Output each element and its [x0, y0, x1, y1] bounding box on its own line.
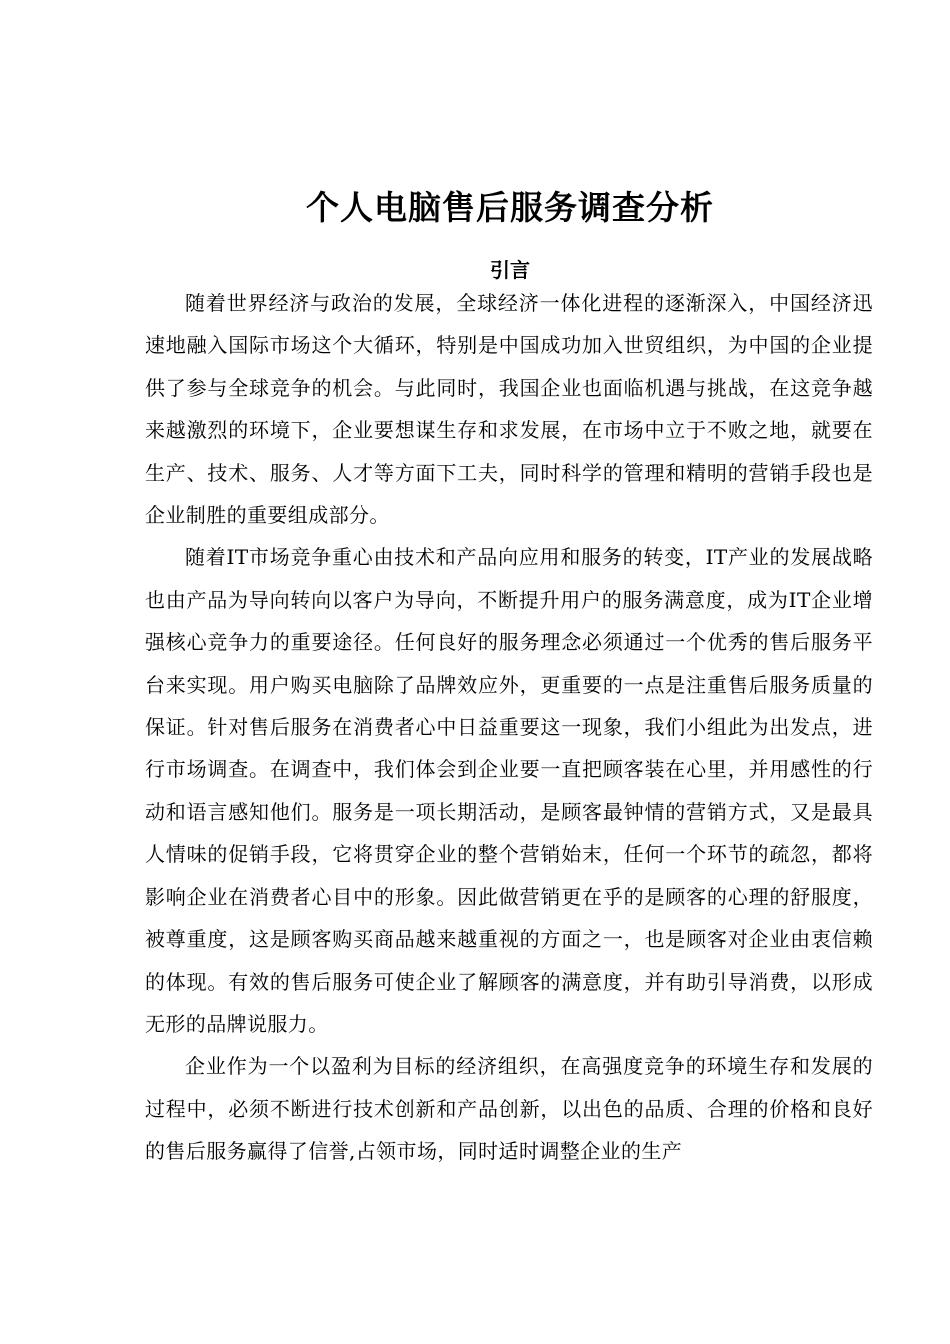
paragraph: 随着IT市场竞争重心由技术和产品向应用和服务的转变，IT产业的发展战略也由产品为导向转向以客户为导向，不断提升用户的服务满意度，成为IT企业增强核心竞争力的重要途径。任何良好的服务理念必须通过一个优秀的售后服务平台来实现。用户购买电脑除了品牌效应外，更重要的一点是注重售后服务质量的保证。针对售后服务在消费者心中日益重要这一现象，我们小组此为出发点，进行市场调查。在调查中，我们体会到企业要一直把顾客装在心里，并用感性的行动和语言感知他们。服务是一项长期活动，是顾客最钟情的营销方式，又是最具人情味的促销手段，它将贯穿企业的整个营销始末，任何一个环节的疏忽，都将影响企业在消费者心目中的形象。因此做营销更在乎的是顾客的心理的舒服度，被尊重度，这是顾客购买商品越来越重视的方面之一，也是顾客对企业由衷信赖的体现。有效的售后服务可使企业了解顾客的满意度，并有助引导消费，以形成无形的品牌说服力。 [145, 545, 873, 1036]
document-body [145, 282, 873, 1173]
document-title: 个人电脑售后服务调查分析 [306, 188, 714, 227]
section-heading: 引言 [490, 258, 530, 282]
paragraph: 企业作为一个以盈利为目标的经济组织，在高强度竞争的环境生存和发展的过程中，必须不断进行技术创新和产品创新，以出色的品质、合理的价格和良好的售后服务赢得了信誉,占领市场，同时适时调整企业的生产 [145, 1054, 873, 1164]
paragraph: 随着世界经济与政治的发展，全球经济一体化进程的逐渐深入，中国经济迅速地融入国际市场这个大循环，特别是中国成功加入世贸组织，为中国的企业提供了参与全球竞争的机会。与此同时，我国企业也面临机遇与挑战，在这竞争越来越激烈的环境下，企业要想谋生存和求发展，在市场中立于不败之地，就要在生产、技术、服务、人才等方面下工夫，同时科学的管理和精明的营销手段也是企业制胜的重要组成部分。 [145, 291, 873, 528]
